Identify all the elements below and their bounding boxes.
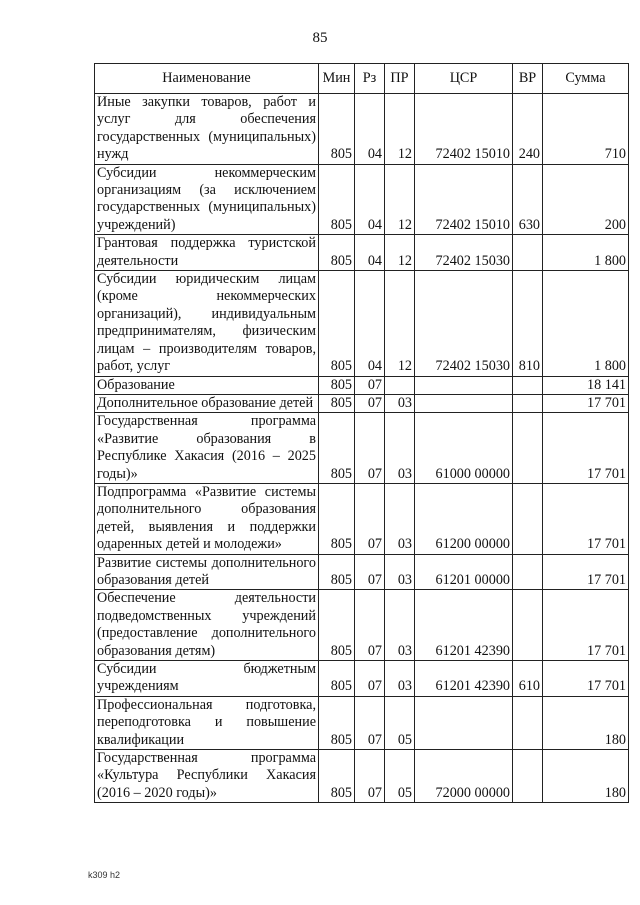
row-min: 805	[319, 271, 355, 376]
row-pr: 12	[385, 271, 415, 376]
row-csr: 61200 00000	[415, 483, 513, 554]
row-rz: 07	[355, 394, 385, 412]
table-row	[95, 235, 629, 271]
row-csr: 72000 00000	[415, 750, 513, 803]
row-csr: 61201 42390	[415, 590, 513, 661]
table-row	[95, 376, 629, 394]
column-header-min: Мин	[319, 64, 355, 94]
table-row	[95, 750, 629, 803]
row-rz: 04	[355, 271, 385, 376]
row-min: 805	[319, 235, 355, 271]
row-rz: 07	[355, 750, 385, 803]
row-rz: 07	[355, 413, 385, 484]
column-header-rz: Рз	[355, 64, 385, 94]
row-vr	[513, 413, 543, 484]
row-pr: 12	[385, 235, 415, 271]
row-min: 805	[319, 394, 355, 412]
row-sum: 17 701	[543, 413, 629, 484]
row-csr: 72402 15010	[415, 94, 513, 165]
column-header-name: Наименование	[95, 64, 319, 94]
row-rz: 07	[355, 661, 385, 697]
row-name: Образование	[95, 376, 319, 394]
row-min: 805	[319, 94, 355, 165]
row-name: Грантовая поддержка туристской деятельности	[95, 235, 319, 271]
row-min: 805	[319, 750, 355, 803]
row-name: Субсидии бюджетным учреждениям	[95, 661, 319, 697]
row-min: 805	[319, 483, 355, 554]
row-name: Развитие системы дополнительного образования детей	[95, 554, 319, 590]
row-name: Профессиональная подготовка, переподготовка и повышение квалификации	[95, 696, 319, 749]
row-vr	[513, 483, 543, 554]
row-rz: 07	[355, 590, 385, 661]
row-pr: 03	[385, 483, 415, 554]
row-sum: 17 701	[543, 394, 629, 412]
row-vr: 810	[513, 271, 543, 376]
row-min: 805	[319, 554, 355, 590]
row-rz: 07	[355, 376, 385, 394]
row-csr: 72402 15010	[415, 164, 513, 235]
row-rz: 04	[355, 164, 385, 235]
row-vr	[513, 235, 543, 271]
row-vr: 610	[513, 661, 543, 697]
row-csr	[415, 394, 513, 412]
row-sum: 1 800	[543, 271, 629, 376]
row-name: Дополнительное образование детей	[95, 394, 319, 412]
row-csr: 72402 15030	[415, 271, 513, 376]
row-name: Государственная программа «Культура Республики Хакасия (2016 – 2020 годы)»	[95, 750, 319, 803]
row-csr	[415, 696, 513, 749]
row-csr	[415, 376, 513, 394]
row-pr: 03	[385, 661, 415, 697]
row-sum: 18 141	[543, 376, 629, 394]
budget-table	[94, 63, 629, 803]
row-name: Иные закупки товаров, работ и услуг для обеспечения государственных (муниципальных) нужд	[95, 94, 319, 165]
row-rz: 04	[355, 94, 385, 165]
row-rz: 04	[355, 235, 385, 271]
row-csr: 61201 42390	[415, 661, 513, 697]
row-pr: 05	[385, 696, 415, 749]
row-pr	[385, 376, 415, 394]
row-sum: 17 701	[543, 590, 629, 661]
table-row	[95, 661, 629, 697]
column-header-csr: ЦСР	[415, 64, 513, 94]
row-pr: 03	[385, 413, 415, 484]
row-sum: 200	[543, 164, 629, 235]
row-rz: 07	[355, 483, 385, 554]
row-vr	[513, 696, 543, 749]
row-vr	[513, 394, 543, 412]
row-vr: 240	[513, 94, 543, 165]
row-sum: 1 800	[543, 235, 629, 271]
row-pr: 05	[385, 750, 415, 803]
row-rz: 07	[355, 554, 385, 590]
row-vr	[513, 750, 543, 803]
row-csr: 72402 15030	[415, 235, 513, 271]
row-name: Подпрограмма «Развитие системы дополнительного образования детей, выявления и поддержки одаренных детей и молодежи»	[95, 483, 319, 554]
table-row	[95, 696, 629, 749]
table-row	[95, 483, 629, 554]
row-csr: 61201 00000	[415, 554, 513, 590]
row-sum: 710	[543, 94, 629, 165]
row-name: Государственная программа «Развитие образования в Республике Хакасия (2016 – 2025 годы)»	[95, 413, 319, 484]
row-min: 805	[319, 696, 355, 749]
footer-code: k309 h2	[88, 870, 121, 880]
table-row	[95, 554, 629, 590]
table-row	[95, 413, 629, 484]
column-header-pr: ПР	[385, 64, 415, 94]
row-min: 805	[319, 164, 355, 235]
page-number: 85	[312, 30, 328, 46]
row-sum: 17 701	[543, 554, 629, 590]
row-sum: 17 701	[543, 483, 629, 554]
row-min: 805	[319, 376, 355, 394]
row-rz: 07	[355, 696, 385, 749]
row-csr: 61000 00000	[415, 413, 513, 484]
table-row	[95, 394, 629, 412]
table-row	[95, 590, 629, 661]
row-sum: 180	[543, 696, 629, 749]
column-header-sum: Сумма	[543, 64, 629, 94]
row-name: Субсидии некоммерческим организациям (за исключением государственных (муниципальных) учреждений)	[95, 164, 319, 235]
row-pr: 03	[385, 554, 415, 590]
row-pr: 03	[385, 590, 415, 661]
row-pr: 12	[385, 94, 415, 165]
table-row	[95, 94, 629, 165]
row-sum: 17 701	[543, 661, 629, 697]
row-pr: 12	[385, 164, 415, 235]
row-vr	[513, 376, 543, 394]
row-min: 805	[319, 413, 355, 484]
column-header-vr: ВР	[513, 64, 543, 94]
row-pr: 03	[385, 394, 415, 412]
row-vr	[513, 590, 543, 661]
row-vr	[513, 554, 543, 590]
row-name: Обеспечение деятельности подведомственных учреждений (предоставление дополнительного образования детям)	[95, 590, 319, 661]
table-row	[95, 271, 629, 376]
table-header-row	[95, 64, 629, 94]
row-vr: 630	[513, 164, 543, 235]
row-name: Субсидии юридическим лицам (кроме некоммерческих организаций), индивидуальным предпринимателям, физическим лицам – производителям товаров, работ, услуг	[95, 271, 319, 376]
row-min: 805	[319, 661, 355, 697]
table-row	[95, 164, 629, 235]
row-min: 805	[319, 590, 355, 661]
row-sum: 180	[543, 750, 629, 803]
